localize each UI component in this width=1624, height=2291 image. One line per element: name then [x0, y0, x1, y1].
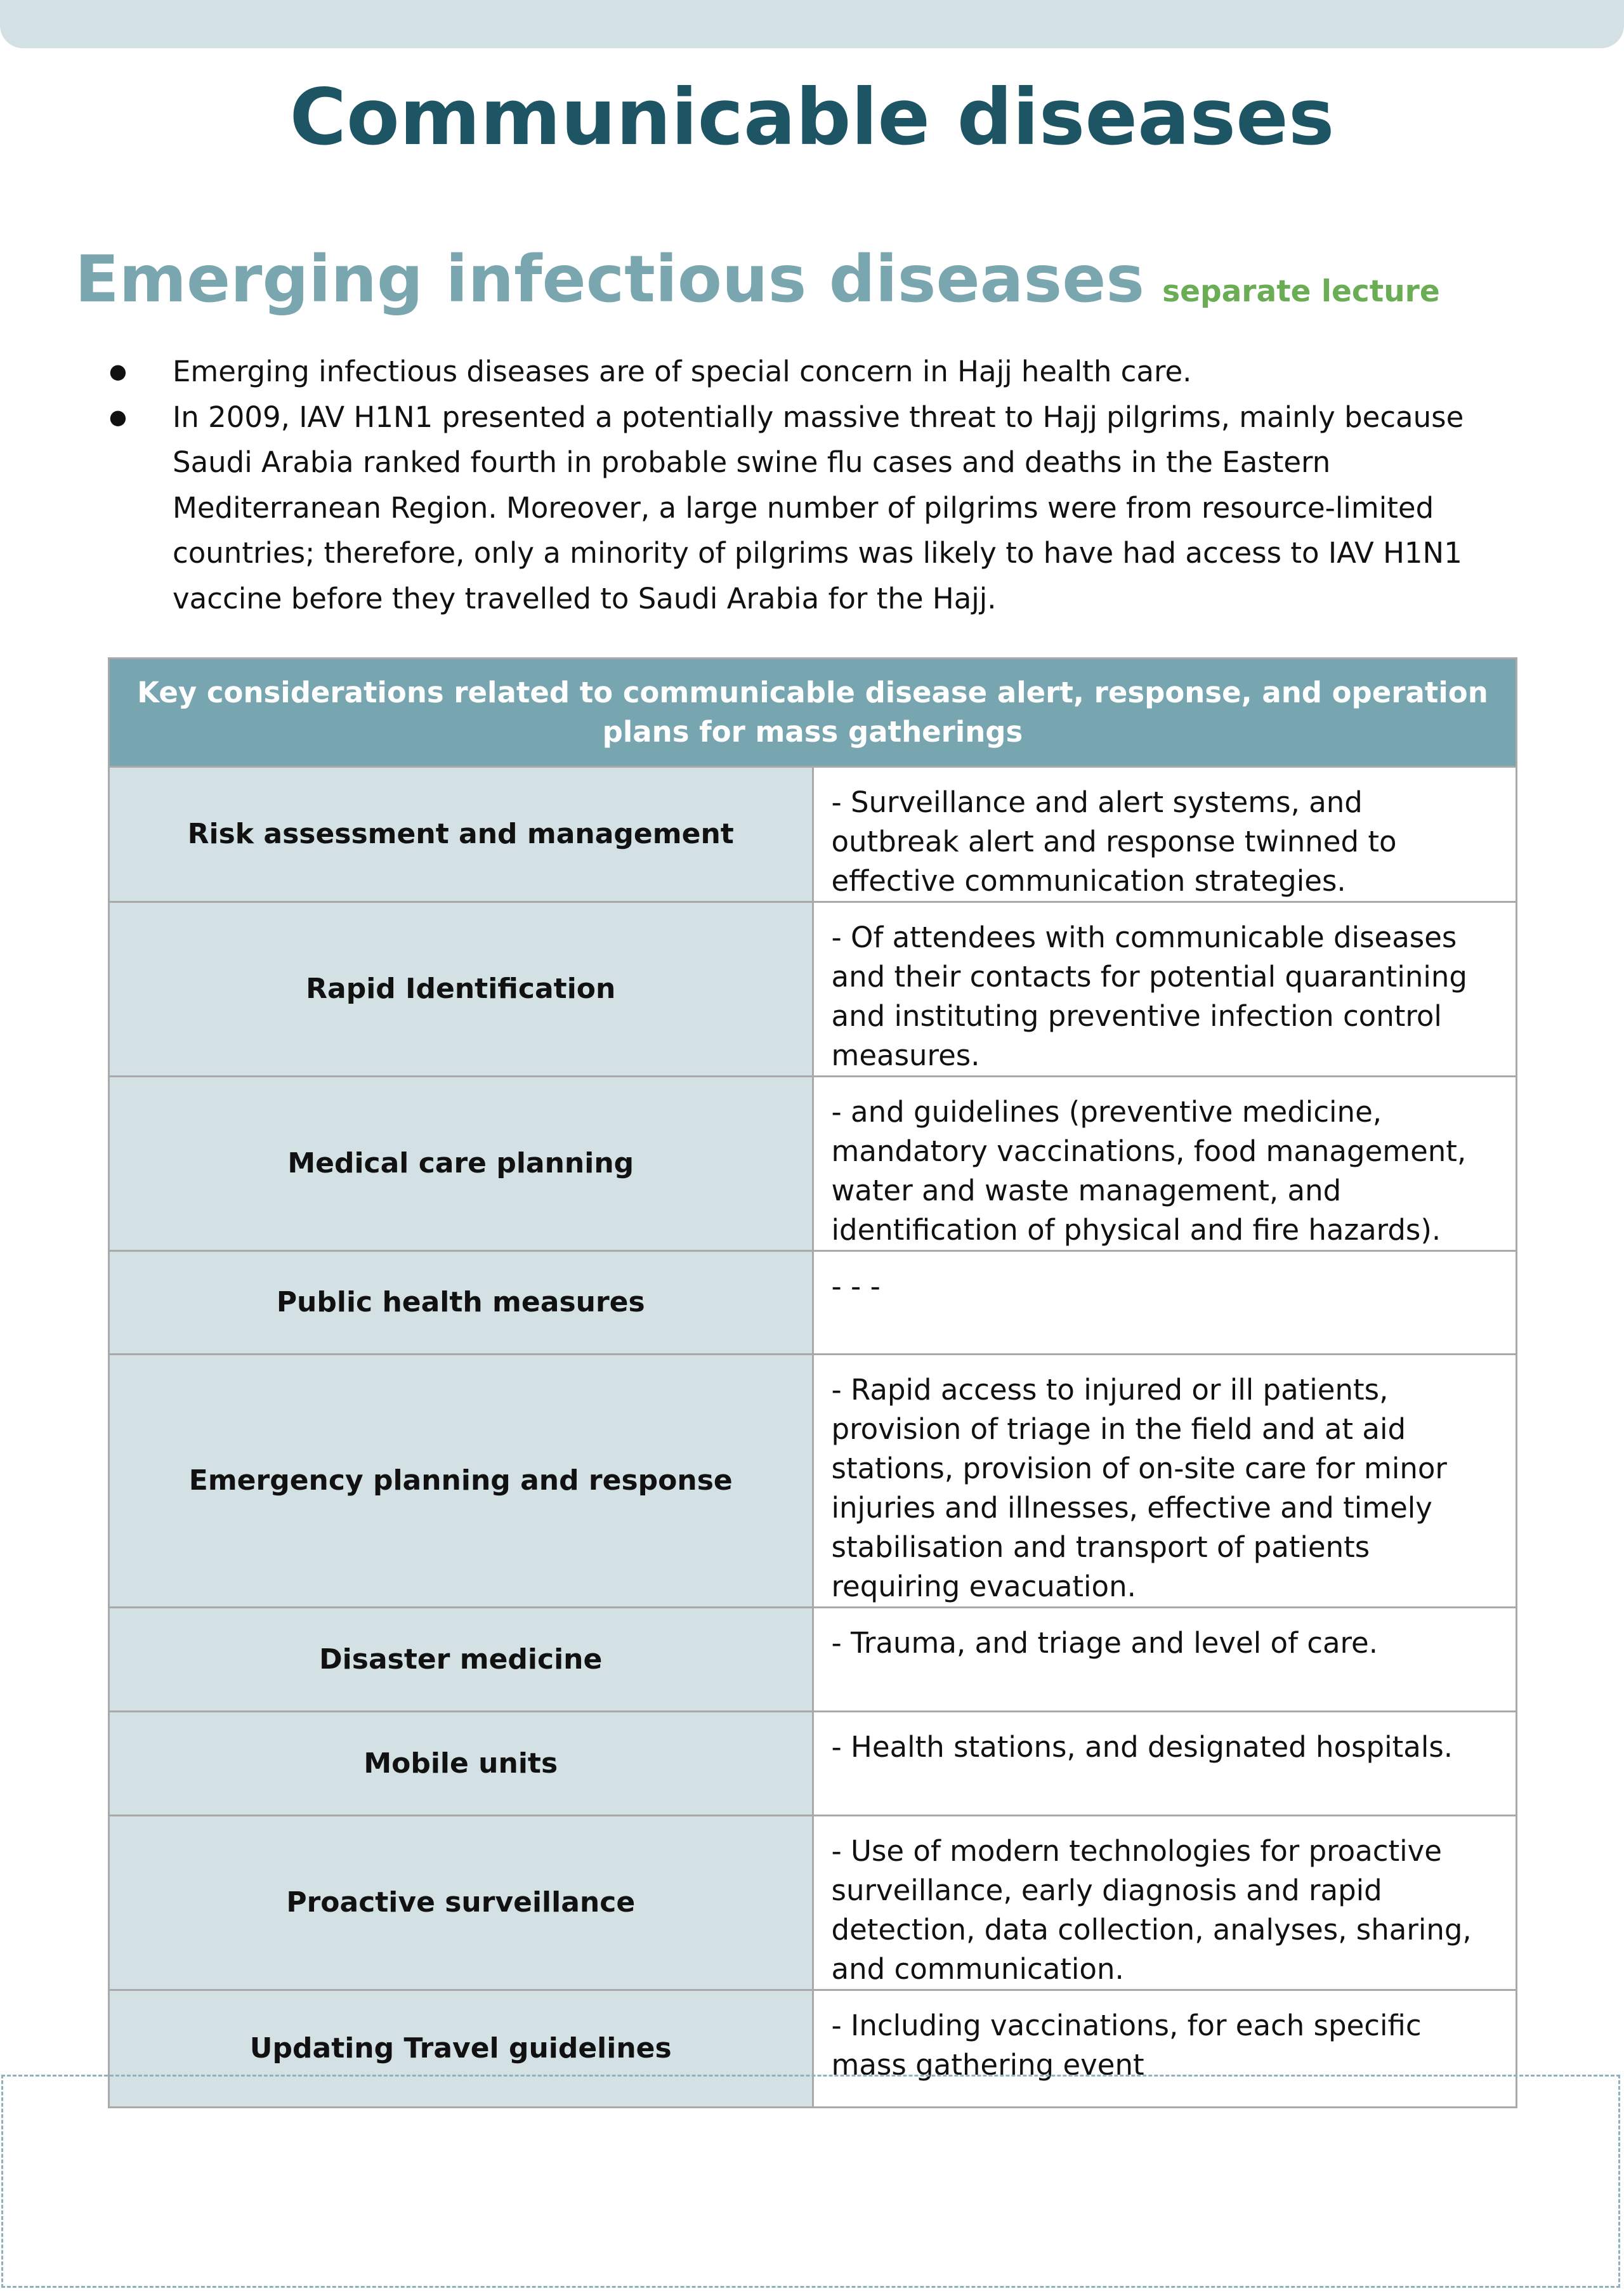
row-text: - Of attendees with communicable diseases and their contacts for potential quarantining and instituting preventive infection control measures.: [813, 902, 1517, 1077]
row-text: - Including vaccinations, for each specific mass gathering event: [813, 1990, 1517, 2108]
table-header: Key considerations related to communicable disease alert, response, and operation plans for mass gatherings: [109, 659, 1517, 767]
key-considerations-table: [108, 657, 1517, 2108]
section-title: Emerging infectious diseases: [75, 242, 1145, 317]
key-considerations-table-container: [108, 657, 1517, 2108]
row-label: Medical care planning: [109, 1077, 813, 1251]
table-header-row: [109, 659, 1517, 767]
table-row: [109, 1077, 1517, 1251]
table-row: [109, 1712, 1517, 1816]
row-label: Mobile units: [109, 1712, 813, 1816]
row-label: Proactive surveillance: [109, 1816, 813, 1990]
bullet-list: [89, 349, 1472, 621]
bullet-item: ● Emerging infectious diseases are of special concern in Hajj health care.: [89, 349, 1472, 395]
row-text: - Rapid access to injured or ill patients, provision of triage in the field and at aid stations, provision of on-site care for minor injuries and illnesses, effective and timely stabilisation and transport of patients requiring evacuation.: [813, 1355, 1517, 1608]
row-text: - - -: [813, 1251, 1517, 1355]
row-text: - and guidelines (preventive medicine, mandatory vaccinations, food management, water and waste management, and identification of physical and fire hazards).: [813, 1077, 1517, 1251]
table-row: [109, 1251, 1517, 1355]
row-label: Rapid Identification: [109, 902, 813, 1077]
row-label: Risk assessment and management: [109, 767, 813, 902]
bullet-item: ● In 2009, IAV H1N1 presented a potentially massive threat to Hajj pilgrims, mainly because Saudi Arabia ranked fourth in probable swine flu cases and deaths in the Eastern Mediterranean Region. Moreover, a large number of pilgrims were from resource-limited countries; therefore, only a minority of pilgrims was likely to have had access to IAV H1N1 vaccine before they travelled to Saudi Arabia for the Hajj.: [89, 395, 1472, 622]
row-label: Public health measures: [109, 1251, 813, 1355]
table-row: [109, 902, 1517, 1077]
row-label: Disaster medicine: [109, 1608, 813, 1712]
row-text: - Trauma, and triage and level of care.: [813, 1608, 1517, 1712]
footer-box: [1, 2075, 1620, 2288]
row-text: - Surveillance and alert systems, and outbreak alert and response twinned to effective communication strategies.: [813, 767, 1517, 902]
row-label: Emergency planning and response: [109, 1355, 813, 1608]
table-row: [109, 1608, 1517, 1712]
row-text: - Use of modern technologies for proactive surveillance, early diagnosis and rapid detection, data collection, analyses, sharing, and communication.: [813, 1816, 1517, 1990]
top-banner: [0, 0, 1624, 48]
table-row: [109, 1355, 1517, 1608]
section-heading: [75, 239, 1440, 338]
section-note: separate lecture: [1162, 274, 1440, 309]
table-row: [109, 767, 1517, 902]
row-text: - Health stations, and designated hospitals.: [813, 1712, 1517, 1816]
page-title: Communicable diseases: [289, 72, 1335, 162]
table-row: [109, 1816, 1517, 1990]
row-label: Updating Travel guidelines: [109, 1990, 813, 2108]
